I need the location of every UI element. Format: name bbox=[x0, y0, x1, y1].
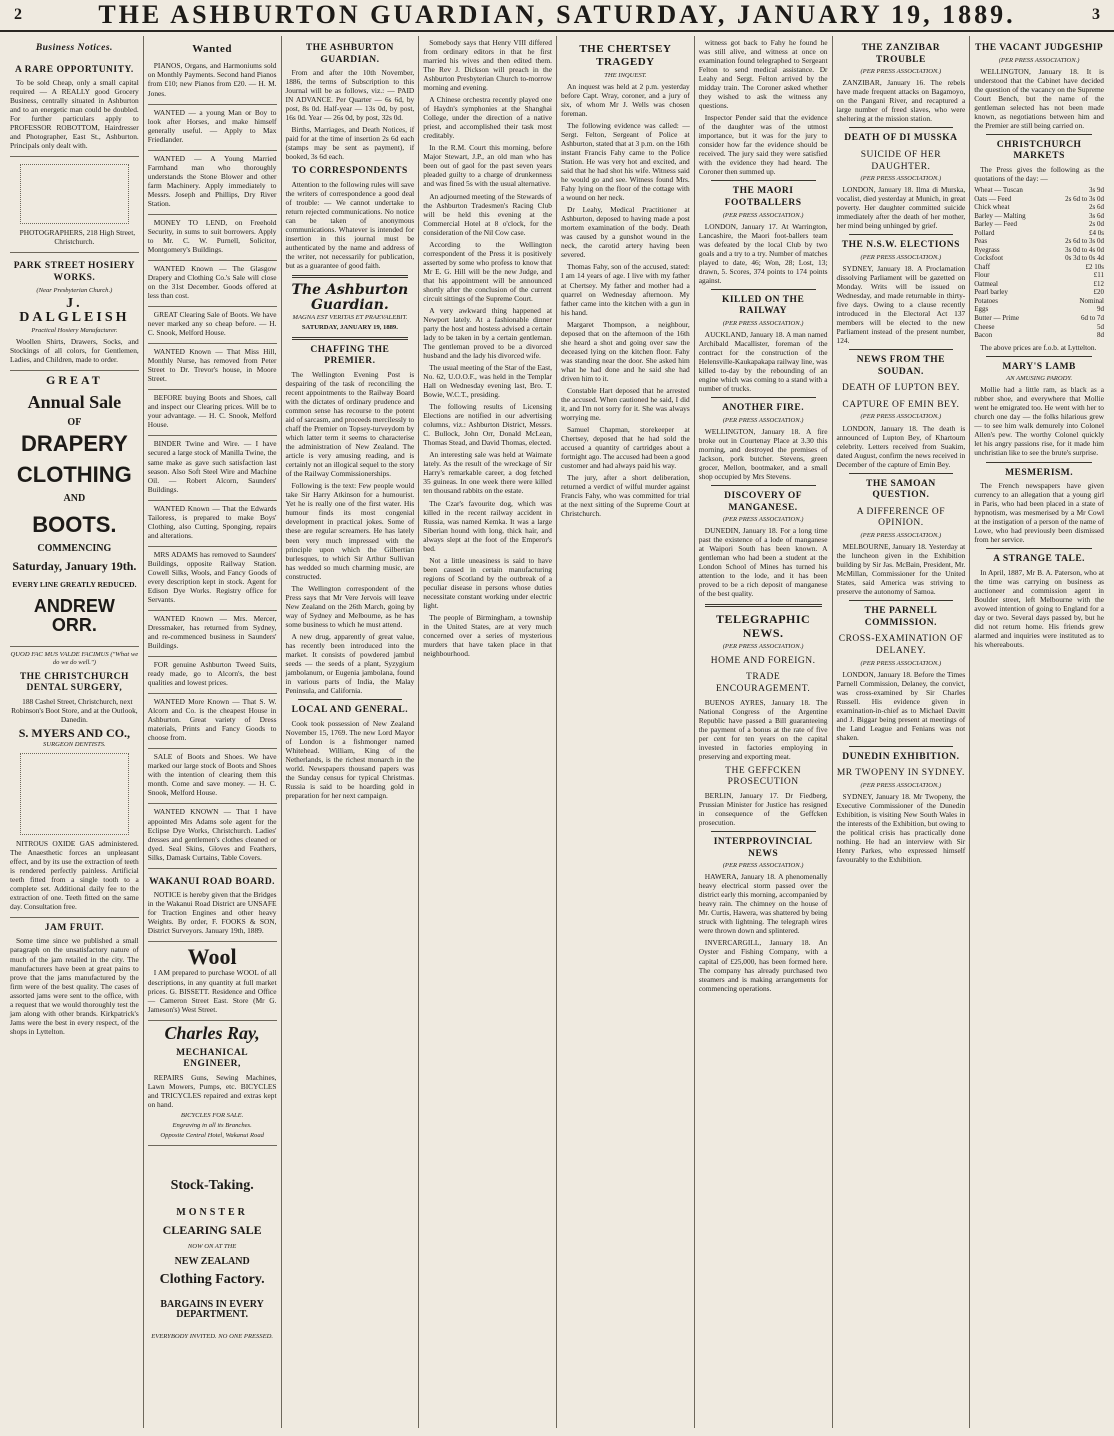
wanted-ad bbox=[148, 58, 277, 104]
samoan-press: (PER PRESS ASSOCIATION.) bbox=[860, 531, 942, 539]
dental-portrait-illustration bbox=[20, 753, 129, 835]
dental-body: NITROUS OXIDE GAS administered. The Anaesthetic forces an unpleasant effect, and by its use the extraction of teeth is rendered perfectly painless. Artificial teeth fitted from a single tooth to a complete set. Additional daily fee to the extraction of one. Teeth fitted on the same day. Consultation free. bbox=[10, 838, 139, 911]
article-body-4: A new drug, apparently of great value, has recently been introduced into the market. It consists of powdered jambul seeds — the seeds of a plant, Syzygium jambolanum, or Eugenia jambolana, found in various parts of India, the Malay Peninsula, and California. bbox=[285, 631, 415, 696]
market-item: Bacon bbox=[974, 331, 993, 340]
article-body: The Wellington Evening Post is despairing of the task of reconciling the recent appointments to the Railway Board with the dictates of ordinary prudence and common sense has recourse to the potent aid of sarcasm, and proceeds mercilessly to chaff the Premier on Topsey-turveydom by which latter term it seems to characterise the administration of New Zealand. The article is very amusing reading, and is certainly not an illogical sequel to the story of the Railway Commissionerships. bbox=[285, 369, 415, 479]
news-item: Somebody says that Henry VIII differed from ordinary editors in that he first married his wives and then edited them. The Rev J. Dickson will preach in the Ashburton Presbyterian Church to-morrow morning and evening. bbox=[423, 38, 552, 93]
market-row bbox=[974, 280, 1104, 289]
hosiery-subheading: (Near Presbyterian Church.) bbox=[36, 286, 113, 294]
market-price: 3s 6d bbox=[1089, 211, 1104, 220]
fire-heading: ANOTHER FIRE. bbox=[722, 403, 805, 414]
wanted-ad-text: WANTED More Known — That S. W. Alcorn and Co. is the cheapest House in Ashburton. Great variety of Dress materials, Prints and Fancy Goods to choose from. bbox=[147, 697, 277, 743]
engineer-bicycles: BICYCLES FOR SALE. bbox=[180, 1111, 244, 1119]
road-board-body: NOTICE is hereby given that the Bridges in the Wakanui Road District are UNSAFE for Traction Engines and other heavy Weights. By order, F. FOOKS & SON, District Surveyors. January 19th, 1889. bbox=[147, 890, 277, 936]
market-item: Peas bbox=[974, 237, 988, 246]
fire-body: WELLINGTON, January 18. A fire broke out in Courtenay Place at 3.30 this morning, and destroyed the premises of Jackson, pork butcher. Stevens, green grocer, Mellon, bootmaker, and a small shop occupied by Mrs Stevens. bbox=[698, 426, 828, 482]
wanted-ad-text: WANTED Known — That the Edwards Tailoress, is prepared to make Boys' Clothing, also Cutting, Sponging, repairs and alterations. bbox=[147, 503, 277, 540]
market-price: 9d bbox=[1097, 305, 1104, 314]
footballers-subheading: (PER PRESS ASSOCIATION.) bbox=[722, 211, 804, 219]
divider bbox=[705, 604, 822, 607]
soudan-subheading: (PER PRESS ASSOCIATION.) bbox=[860, 413, 942, 421]
divider bbox=[849, 234, 954, 235]
stocktaking-nz: NEW ZEALAND bbox=[174, 1255, 250, 1267]
divider bbox=[711, 397, 816, 398]
wanted-ad bbox=[148, 657, 277, 694]
market-price: £20 bbox=[1093, 288, 1104, 297]
wanted-ad-text: WANTED Known — Mrs. Mercer, Dressmaker, has returned from Sydney, and re-commenced business in Saunders' Buildings. bbox=[147, 613, 277, 651]
dunedin-body: SYDNEY, January 18. Mr Twopeny, the Executive Commissioner of the Dunedin Exhibition, is visiting New South Wales in the interests of the Exhibition, but owing to the political crisis has practically done nothing. He had an interview with Sir Henry Parkes, who expressed himself favourably to the Exhibition. bbox=[836, 791, 966, 865]
market-price: 5d bbox=[1097, 322, 1104, 331]
masthead bbox=[0, 0, 1114, 32]
sale-great: GREAT bbox=[45, 373, 103, 388]
article-heading: CHAFFING THE PREMIER. bbox=[310, 344, 390, 367]
jam-body: Some time since we published a small paragraph on the unsatisfactory nature of much of the jam retailed in the city. The manufacturers have been at great pains to prove that the jams manufactured by the firm were of the best quality. The cases of assorted jams were sent to the office, with a request that we would thoroughly test the jam along with other brands. Kirkpatrick's Jams were the best in every respect, of the shops in Lyttelton. bbox=[10, 936, 139, 1036]
nsw-subheading: (PER PRESS ASSOCIATION.) bbox=[860, 253, 942, 261]
divider bbox=[986, 134, 1092, 135]
musska-press: (PER PRESS ASSOCIATION.) bbox=[860, 175, 942, 183]
tragedy-continued: witness got back to Fahy he found he was still alive, and witness at once on examination found telegraphed to Sergeant Felton to send medical assistance. Dr Leahy and Sergt. Felton arrived by the midday train. The Coroner asked whether they wished to ask the witness any questions. bbox=[698, 38, 828, 111]
wanted-ad bbox=[148, 390, 277, 436]
market-item: Cocksfoot bbox=[974, 254, 1004, 263]
stocktaking-bargains: BARGAINS IN EVERY DEPARTMENT. bbox=[160, 1298, 264, 1321]
emin-heading: CAPTURE OF EMIN BEY. bbox=[842, 399, 960, 410]
markets-table bbox=[974, 186, 1104, 340]
dental-ad bbox=[10, 647, 139, 918]
market-row bbox=[974, 220, 1104, 229]
market-item: Oats — Feed bbox=[974, 194, 1012, 203]
engineer-address: Opposite Central Hotel, Wakanui Road bbox=[160, 1131, 264, 1139]
markets-heading: CHRISTCHURCH MARKETS bbox=[996, 139, 1082, 162]
soudan-heading: NEWS FROM THE SOUDAN. bbox=[856, 355, 945, 377]
lamb-body: Mollie had a little ram, as black as a rubber shoe, and everywhere that Mollie went he emigrated too. He went with her to church one day — the folks hilarious grew — to see him walk demurely into Colonel Allen's pew. The worthy Colonel quickly let his angry passions rise, for it made him unchristian like to see the brute's surprise. bbox=[974, 385, 1104, 458]
dunedin-heading: DUNEDIN EXHIBITION. bbox=[842, 751, 960, 762]
samoan-body: MELBOURNE, January 18. Yesterday at the luncheon given in the Exhibition building by Sir Jas. McBain, President, Mr. McMillan, Commissioner for the United States, said America was striving to preserve the autonomy of Samoa. bbox=[836, 542, 966, 597]
wanted-ad-text: MONEY TO LEND, on Freehold Security, in sums to suit borrowers. Apply to Mr. C. W. Purnell, Solicitor, Montgomery's Buildings. bbox=[147, 217, 277, 254]
market-item: Pollard bbox=[974, 228, 995, 237]
sale-drapery: DRAPERY bbox=[20, 431, 128, 457]
manganese-subheading: (PER PRESS ASSOCIATION.) bbox=[722, 516, 804, 524]
mesmerism-heading: MESMERISM. bbox=[1005, 467, 1074, 478]
sale-annual: Annual Sale bbox=[27, 391, 122, 412]
photographer-body: PHOTOGRAPHERS, 218 High Street, Christchurch. bbox=[19, 228, 136, 247]
trade-heading: TRADE ENCOURAGEMENT. bbox=[716, 672, 811, 694]
news-item: The following results of Licensing Elections are notified in our advertising columns, viz.: Ashburton District, Messrs. C. Bullock, John Orr, Donald McLean, Thomas Stead, and David Thomas, elected. bbox=[423, 402, 552, 448]
engineer-ad bbox=[148, 1021, 277, 1146]
sale-and: AND bbox=[63, 493, 86, 505]
opportunity-body: To be sold Cheap, only a small capital required — A REALLY good Grocery Business, centrally situated in Ashburton and to an energetic man could be doubled. For further particulars apply to PROFESSOR ROBOTTOM, Hairdresser and Photographer, East St., Ashburton. Principals only dealt with. bbox=[10, 78, 139, 151]
stocktaking-invited: EVERYBODY INVITED. NO ONE PRESSED. bbox=[151, 1332, 274, 1340]
tragedy-subheading: THE INQUEST. bbox=[604, 71, 647, 79]
divider bbox=[711, 485, 816, 486]
dental-address: 188 Cashel Street, Christchurch, next Robinson's Boot Store, and at the Outlook, Danedin. bbox=[11, 696, 138, 724]
manganese-body: DUNEDIN, January 18. For a long time past the existence of a lode of manganese at Waipori South has been known. A gentleman who had been a student at the London School of Mines has turned his attention to the lode, and it has been proved to be a rich deposit of manganese of the best quality. bbox=[698, 526, 828, 599]
railway-subheading: (PER PRESS ASSOCIATION.) bbox=[722, 320, 804, 328]
news-item: The usual meeting of the Star of the East, No. 62, U.O.O.F., was held in the Templar Hall on Wednesday evening last, Bro. T. Bowie, W.C.T., presiding. bbox=[423, 363, 552, 400]
wool-body: I AM prepared to purchase WOOL of all descriptions, in any quantity at full market prices. G. BISSETT. Residence and Office — Cameron Street East. Store (Mr G. Jameson's) West Street. bbox=[147, 968, 277, 1014]
market-item: Potatoes bbox=[974, 296, 998, 305]
divider bbox=[711, 180, 816, 181]
parnell-body: LONDON, January 18. Before the Times Parnell Commission, Delaney, the convict, was cross-examined by Sir Charles Russell. His evidence given in examination-in-chief as to Michael Davitt and J. Biggar being present at meetings of the Land League and Fenians was not shaken. bbox=[836, 669, 966, 742]
wanted-ad bbox=[148, 344, 277, 390]
tale-body: In April, 1887, Mr B. A. Paterson, who at the time was carrying on business as auctioneer and commission agent in Boulder street, left Melbourne with the avowed intention of going to England for a day or two. Several days passed by, but he did not return home. His friends grew alarmed and inquiries were instituted as to his whereabouts. bbox=[974, 567, 1104, 650]
market-item: Flour bbox=[974, 271, 990, 280]
market-row bbox=[974, 195, 1104, 204]
market-row bbox=[974, 212, 1104, 221]
wanted-ad bbox=[148, 307, 277, 344]
divider bbox=[849, 473, 954, 474]
dental-heading: THE CHRISTCHURCH DENTAL SURGERY, bbox=[19, 671, 129, 694]
market-row bbox=[974, 314, 1104, 323]
divider bbox=[292, 275, 409, 278]
divider bbox=[711, 289, 816, 290]
market-price: 2s 6d to 3s 0d bbox=[1065, 194, 1104, 203]
opportunity-heading: A RARE OPPORTUNITY. bbox=[14, 64, 134, 75]
paper-motto: MAGNA EST VERITAS ET PRAEVALEBIT. bbox=[292, 313, 408, 321]
market-price: 2s 6d to 3s 0d bbox=[1065, 237, 1104, 246]
article-body-2: Following is the text: Few people would take Sir Harry Atkinson for a humourist. Yet he is really one of the first water. His humour finds its most congenial development in practical jokes. Some of these are regular screamers. He has lately been very much impressed with the principle upon which the Gilbertian burlesques, to which Sir Arthur Sullivan has wedded so much charming music, are constructed. bbox=[285, 481, 415, 581]
samoan-subheading: A DIFFERENCE OF OPINION. bbox=[856, 506, 945, 529]
stocktaking-ad bbox=[148, 1146, 277, 1346]
wanted-heading: Wanted bbox=[192, 43, 232, 55]
sale-of: OF bbox=[67, 416, 82, 428]
masthead-title: THE ASHBURTON GUARDIAN, SATURDAY, JANUARY 19, 1889. bbox=[98, 0, 1016, 29]
column-1 bbox=[6, 36, 144, 1428]
divider bbox=[849, 746, 954, 747]
market-row bbox=[974, 263, 1104, 272]
stocktaking-heading: Stock-Taking. bbox=[170, 1177, 254, 1193]
column-2 bbox=[144, 36, 282, 1428]
market-row bbox=[974, 229, 1104, 238]
sale-date: Saturday, January 19th. bbox=[12, 559, 137, 574]
market-item: Barley — Feed bbox=[974, 220, 1018, 229]
wanted-ad bbox=[148, 436, 277, 500]
interprovincial-subheading: (PER PRESS ASSOCIATION.) bbox=[722, 862, 804, 870]
wanted-ad bbox=[148, 261, 277, 307]
divider bbox=[986, 548, 1092, 549]
tale-heading: A STRANGE TALE. bbox=[993, 554, 1086, 565]
zanzibar-body: ZANZIBAR, January 16. The rebels have made frequent attacks on Bagamoyo, on the Pangani River, and recaptured a large number of freed slaves, who were sheltering at the mission station. bbox=[836, 78, 966, 124]
divider bbox=[849, 600, 954, 601]
tragedy-heading: THE CHERTSEY TRAGEDY bbox=[579, 43, 672, 69]
engineer-name: Charles Ray, bbox=[164, 1022, 260, 1043]
wanted-ad-text: WANTED — a young Man or Boy to look after Horses, and make himself generally useful. — Apply to Max Friedlander. bbox=[147, 107, 277, 144]
market-row bbox=[974, 297, 1104, 306]
wanted-ad bbox=[148, 611, 277, 657]
nsw-body: SYDNEY, January 18. A Proclamation dissolving Parliament will be gazetted on Monday. Writs will be issued on Wednesday, and made returnable in thirty-five days. Owing to a clause recently introduced in the Electoral Act 137 members will be elected to the new Parliament instead of the present number, 124. bbox=[836, 263, 966, 346]
dunedin-subheading: MR TWOPENY IN SYDNEY. bbox=[836, 768, 965, 779]
hosiery-heading: PARK STREET HOSIERY WORKS. bbox=[13, 261, 135, 284]
sale-reduced: EVERY LINE GREATLY REDUCED. bbox=[12, 580, 137, 590]
soudan-body: LONDON, January 18. The death is announced of Lupton Bey, of Khartoum celebrity. Letters received from Suakim, dated August, confirm the news received in December of the capture of Emin Bey. bbox=[836, 423, 966, 469]
geffcken-body: BERLIN, January 17. Dr Fiedberg, Prussian Minister for Justice has resigned in consequence of the Geffcken prosecution. bbox=[698, 790, 828, 827]
correspondents-heading: TO CORRESPONDENTS bbox=[291, 166, 408, 177]
divider bbox=[986, 356, 1092, 357]
photographer-signature-illustration bbox=[20, 164, 129, 224]
opportunity-ad bbox=[10, 57, 139, 158]
engineer-body: REPAIRS Guns, Sewing Machines, Lawn Mowers, Pumps, etc. BICYCLES and TRICYCLES repaired and extras kept on hand. bbox=[147, 1072, 277, 1109]
judgeship-subheading: (PER PRESS ASSOCIATION.) bbox=[998, 56, 1080, 64]
zanzibar-heading: THE ZANZIBAR TROUBLE bbox=[861, 43, 941, 65]
musska-subheading: SUICIDE OF HER DAUGHTER. bbox=[860, 149, 942, 172]
drapery-sale-ad bbox=[10, 371, 139, 647]
markets-note: The above prices are f.o.b. at Lyttelton. bbox=[980, 342, 1097, 352]
sale-name: ANDREW ORR. bbox=[33, 595, 115, 635]
market-price: 3s 9d bbox=[1089, 186, 1104, 195]
wanted-ad bbox=[148, 501, 277, 547]
columns bbox=[6, 36, 1108, 1428]
tragedy-continued: Inspector Pender said that the evidence of the daughter was of the utmost importance, but it was for the jury to consider how far the evidence should be received. The jury said they were satisfied with the evidence they had heard. The Coroner then summed up. bbox=[698, 113, 828, 177]
wanted-ad bbox=[148, 151, 277, 215]
divider bbox=[986, 462, 1092, 463]
market-item: Butter — Prime bbox=[974, 314, 1019, 323]
page-number-left: 2 bbox=[14, 6, 22, 23]
dental-name: S. MYERS AND CO., bbox=[18, 725, 131, 740]
engineer-trade: MECHANICAL ENGINEER, bbox=[176, 1047, 249, 1070]
market-row bbox=[974, 288, 1104, 297]
road-board-heading: WAKANUI ROAD BOARD. bbox=[149, 876, 276, 887]
wanted-ad-text: SALE of Boots and Shoes. We have marked our large stock of Boots and Shoes with the intention of clearing them this month. Come and save money. — H. C. Snook, Melford House. bbox=[147, 752, 277, 798]
wanted-ad-text: FOR genuine Ashburton Tweed Suits, ready made, go to Alcorn's, the best qualities and lowest prices. bbox=[147, 660, 277, 688]
wanted-ad bbox=[148, 215, 277, 261]
article-body-3: The Wellington correspondent of the Press says that Mr Vere Jervois will leave New Zealand on the 26th March, going by way of Sydney and Melbourne, as he has some business to which he must attend. bbox=[285, 583, 415, 629]
correspondents-body: Attention to the following rules will save the writers of correspondence a good deal of trouble: — We cannot undertake to return rejected communications. No notice can be taken of anonymous communications. Whatever is intended for insertion in this journal must be authenticated by the name and address of the writer, not necessarily for publication, but as a guarantee of good faith. bbox=[285, 180, 415, 271]
tragedy-body: Thomas Fahy, son of the accused, stated: I am 14 years of age. I live with my father at Chertsey. My father and mother had a quarrel on Wednesday afternoon. My father came into the kitchen with a gun in his hand. bbox=[561, 262, 690, 317]
column-6 bbox=[695, 36, 833, 1428]
column-3 bbox=[282, 36, 420, 1428]
stocktaking-clearing: CLEARING SALE bbox=[162, 1223, 262, 1238]
hosiery-name: J. DALGLEISH bbox=[19, 295, 130, 326]
divider bbox=[849, 349, 954, 350]
news-item: An interesting sale was held at Waimate lately. As the result of the wreckage of Sir Harry's remarkable career, a dog fetched 35 guineas. In one week there were killed ten thousand rabbits on the estate. bbox=[423, 450, 552, 496]
column-8 bbox=[970, 36, 1108, 1428]
mesmerism-body: The French newspapers have given currency to an allegation that a young girl in Paris, who had been placed in a state of hypnotism, was mesmerised by a Mr Cowl at the instigation of a person of the name of Lowe, who had previously been dismissed from her service. bbox=[974, 481, 1104, 545]
home-foreign-heading: HOME AND FOREIGN. bbox=[710, 655, 816, 666]
trade-body: BUENOS AYRES, January 18. The National Congress of the Argentine Republic have passed a Bill guaranteeing the payment of a bonus at the rate of five per cent for ten years on the capital invested in factories employing in preserving and exporting meat. bbox=[698, 697, 828, 761]
market-price: 6d to 7d bbox=[1081, 314, 1104, 323]
tragedy-body: The jury, after a short deliberation, returned a verdict of wilful murder against Francis Fahy, who was committed for trial at the next sitting of the Supreme Court at Christchurch. bbox=[561, 473, 690, 519]
dental-trade: SURGEON DENTISTS. bbox=[43, 740, 106, 748]
wool-ad bbox=[148, 942, 277, 1020]
tragedy-body: Samuel Chapman, storekeeper at Chertsey, deposed that he had sold the accused a quantity of cartridges about a fortnight ago. The accused had been a good customer and had always paid his way. bbox=[561, 424, 690, 471]
musska-body: LONDON, January 18. Ilma di Murska, vocalist, died yesterday at Munich, in great poverty. Her daughter committed suicide immediately after the death of her mother, her mind being unhinged by grief. bbox=[836, 185, 966, 231]
page-number-right: 3 bbox=[1092, 6, 1100, 23]
divider bbox=[298, 699, 403, 700]
market-row bbox=[974, 323, 1104, 332]
hosiery-body: Woollen Shirts, Drawers, Socks, and Stockings of all colors, for Gentlemen, Ladies, and Children, made to order. bbox=[10, 337, 139, 365]
wanted-ad bbox=[148, 547, 277, 611]
wanted-ad-text: BEFORE buying Boots and Shoes, call and inspect our Clearing prices. Will be to your advantage. — H. C. Snook, Melford House. bbox=[147, 393, 277, 430]
samoan-heading: THE SAMOAN QUESTION. bbox=[866, 478, 936, 501]
judgeship-body: WELLINGTON, January 18. It is understood that the Cabinet have decided the question of the vacancy on the Supreme Court Bench, but the name of the gentleman selected has not been made known, as negotiations between him and the Premier are still being carried on. bbox=[974, 66, 1104, 130]
wanted-ad bbox=[148, 105, 277, 151]
market-item: Cheese bbox=[974, 322, 995, 331]
market-price: Nominal bbox=[1079, 296, 1104, 305]
tragedy-body: Margaret Thompson, a neighbour, deposed that on the afternoon of the 16th she heard a shot and going over saw the deceased lying on the kitchen floor. Fahy was standing near the door. She asked him what he had done and he said she had driven him to it. bbox=[561, 319, 690, 383]
market-row bbox=[974, 246, 1104, 255]
hosiery-trade: Practical Hosiery Manufacturer. bbox=[31, 327, 118, 335]
news-item: In the R.M. Court this morning, before Major Stewart, J.P., an old man who has been out of gaol for the past seven years pleaded guilty to a charge of drunkenness and was fined 5s with the usual alternative. bbox=[423, 143, 552, 189]
terms-body: From and after the 10th November, 1886, the terms of Subscription to this Journal will be as follows, viz.: — PAID IN ADVANCE. Per Quarter — 6s 6d, by post, 8s 0d. Half-year — 13s 0d, by post, 16s 0d. Year — 26s 0d, by post, 32s 0d. bbox=[285, 68, 415, 123]
terms-body-2: Births, Marriages, and Death Notices, if paid for at the time of insertion 2s 6d each (stamps may be sent as payment), if booked, 3s 6d each. bbox=[285, 125, 415, 162]
market-item: Wheat — Tuscan bbox=[974, 186, 1023, 195]
sale-clothing: CLOTHING bbox=[16, 462, 132, 488]
nsw-heading: THE N.S.W. ELECTIONS bbox=[841, 240, 960, 251]
stocktaking-factory: Clothing Factory. bbox=[159, 1272, 265, 1288]
market-item: Oatmeal bbox=[974, 279, 998, 288]
wanted-ad-text: WANTED KNOWN — That I have appointed Mrs Adams sole agent for the Eclipse Dye Works, Christchurch. Ladies' dresses and gentlemen's clothes cleaned or dyed. Seal Skins, Gloves and Feathers, Silks, Damask Curtains, Table Covers. bbox=[147, 807, 277, 862]
wanted-ad-text: GREAT Clearing Sale of Boots. We have never marked any so cheap before. — H. C. Snook, Melford House. bbox=[147, 310, 277, 338]
wanted-ad-text: BINDER Twine and Wire. — I have secured a large stock of Manilla Twine, the same make as gave such satisfaction last season. Also Soft Steel Wire and Machine Oil. — Robert Alcorn, Saunders' Buildings. bbox=[147, 439, 277, 494]
parnell-subheading: CROSS-EXAMINATION OF DELANEY. bbox=[838, 634, 964, 656]
interprovincial-body: HAWERA, January 18. A phenomenally heavy electrical storm passed over the district early this morning, accompanied by heavy rain. The chimney on the house of Mr. Curtis, Hawera, was shattered by being struck with lightning. The telegraph wires were thrown down and splintered. bbox=[698, 872, 828, 936]
market-price: £4 0s bbox=[1089, 228, 1104, 237]
divider bbox=[292, 337, 409, 340]
local-body: Cook took possession of New Zealand November 15, 1769. The new Lord Mayor of London is a fishmonger named Whitehead. William, King of the Netherlands, is the richest monarch in the world. Newspapers thousand papers was the Sunday census for typical Christmas. Russia is said to be hoarding gold in preparation for her next campaign. bbox=[285, 718, 415, 800]
column-4 bbox=[419, 36, 557, 1428]
market-price: 3s 0d to 4s 0d bbox=[1065, 245, 1104, 254]
wanted-ad-text: MRS ADAMS has removed to Saunders' Buildings, opposite Railway Station. Cowell Silks, Wools, and Fancy Goods of every description kept in stock. Agent for Edison Dye Works. Registry office for Servants. bbox=[147, 549, 277, 604]
divider bbox=[711, 831, 816, 832]
market-price: 2s 6d bbox=[1089, 203, 1104, 212]
photographer-ad bbox=[10, 157, 139, 253]
market-price: 8d bbox=[1097, 331, 1104, 340]
market-price: £11 bbox=[1093, 271, 1104, 280]
business-notices-heading: Business Notices. bbox=[35, 43, 113, 53]
market-price: £12 bbox=[1093, 279, 1104, 288]
market-item: Chaff bbox=[974, 262, 991, 271]
musska-heading: DEATH OF DI MUSSKA bbox=[844, 133, 958, 144]
parnell-press: (PER PRESS ASSOCIATION.) bbox=[860, 659, 942, 667]
news-item: A Chinese orchestra recently played one of Haydn's symphonies at the Shanghai College, under the direction of a native priest, and accomplished their task most creditably. bbox=[423, 95, 552, 141]
market-row bbox=[974, 203, 1104, 212]
market-row bbox=[974, 331, 1104, 340]
interprovincial-body-2: INVERCARGILL, January 18. An Oyster and Fishing Company, with a capital of £25,000, has been formed here. The company has already purchased two steamers and is making arrangements for commencing operations. bbox=[698, 938, 828, 993]
tragedy-body: An inquest was held at 2 p.m. yesterday before Capt. Wray, coroner, and a jury of six, of whom Mr J. Wells was chosen foreman. bbox=[561, 81, 690, 118]
divider bbox=[849, 127, 954, 128]
lupton-heading: DEATH OF LUPTON BEY. bbox=[841, 383, 960, 394]
column-5 bbox=[557, 36, 695, 1428]
hosiery-ad bbox=[10, 253, 139, 371]
wanted-ad bbox=[148, 749, 277, 804]
local-heading: LOCAL AND GENERAL. bbox=[291, 705, 409, 716]
footballers-body: LONDON, January 17. At Warrington, Lancashire, the Maori foot-ballers team was defeated by the local Club by two goals and a try to a try. Number of matches played to date, 46; Won, 28; Lost, 13; drawn, 5. Scores, 374 points to 174 points against. bbox=[698, 221, 828, 285]
telegraphic-heading: TELEGRAPHIC NEWS. bbox=[716, 611, 811, 641]
wanted-ad bbox=[148, 804, 277, 868]
market-row bbox=[974, 254, 1104, 263]
fire-subheading: (PER PRESS ASSOCIATION.) bbox=[722, 416, 804, 424]
market-price: 0s 3d to 0s 4d bbox=[1065, 254, 1104, 263]
railway-body: AUCKLAND, January 18. A man named Archibald Macallister, foreman of the contract for the construction of the Helensville-Kaukapakapa railway line, was killed to-day by the rebounding of an engine which was coming to a stand with a number of trucks. bbox=[698, 330, 828, 394]
wool-heading: Wool bbox=[187, 944, 237, 970]
road-board-ad bbox=[148, 869, 277, 943]
sale-boots: BOOTS. bbox=[32, 511, 117, 537]
column-7 bbox=[833, 36, 971, 1428]
zanzibar-subheading: (PER PRESS ASSOCIATION.) bbox=[860, 68, 942, 76]
news-item: A very awkward thing happened at Newport lately. At a fashionable dinner party the host and hostess advised a certain lady to be taken in by a certain gentleman. The gentleman proved to be a divorced husband and the lady his divorced wife. bbox=[423, 305, 552, 361]
telegraphic-subheading: (PER PRESS ASSOCIATION.) bbox=[722, 642, 804, 650]
paper-date: SATURDAY, JANUARY 19, 1889. bbox=[301, 323, 398, 331]
judgeship-heading: THE VACANT JUDGESHIP bbox=[974, 43, 1104, 53]
stocktaking-now-on: NOW ON AT THE bbox=[187, 1242, 237, 1250]
wanted-ad-text: WANTED Known — The Glasgow Drapery and Clothing Co.'s Sale will close on the 31st December. Goods offered at less than cost. bbox=[147, 263, 277, 301]
market-item: Chick wheat bbox=[974, 203, 1010, 212]
dental-motto: QUOD FAC MUS VALDE FACIMUS ("What we do we do well.") bbox=[10, 650, 139, 666]
news-item: Not a little uneasiness is said to have been caused in certain manufacturing regions of Scotland by the outbreak of a peculiar disease in persons whose duties necessitate constant working under electric light. bbox=[423, 555, 552, 610]
tragedy-body: Constable Hart deposed that he arrested the accused. When cautioned he said, I did it, and I'm not sorry for it. She was always worrying me. bbox=[561, 385, 690, 422]
market-item: Barley — Malting bbox=[974, 211, 1026, 220]
wanted-ad-text: WANTED Known — That Miss Hill, Monthly Nurse, has removed from Peter Street to Dr. Trevor's house, in Moore Street. bbox=[147, 347, 277, 384]
wanted-ad bbox=[148, 694, 277, 749]
market-price: £2 10s bbox=[1085, 262, 1104, 271]
market-row bbox=[974, 186, 1104, 195]
market-price: 2s 0d bbox=[1089, 220, 1104, 229]
terms-heading: THE ASHBURTON GUARDIAN. bbox=[305, 43, 394, 65]
tragedy-body: Dr Leahy, Medical Practitioner at Ashburton, deposed to having made a post mortem examination of the body. Death was caused by a gunshot wound in the neck, the carotid artery having been severed. bbox=[561, 205, 690, 260]
lamb-heading: MARY'S LAMB bbox=[1002, 361, 1076, 372]
news-item: According to the Wellington correspondent of the Press it is positively asserted by some who profess to know that Mr E. G. Hill will be the new Judge, and that his appointment will be announced shortly after the conclusion of the current circuit sittings of the Supreme Court. bbox=[423, 239, 552, 303]
market-row bbox=[974, 305, 1104, 314]
geffcken-heading: THE GEFFCKEN PROSECUTION bbox=[725, 765, 802, 788]
stocktaking-monster: MONSTER bbox=[176, 1206, 248, 1218]
tragedy-body: The following evidence was called: — Sergt. Felton, Sergeant of Police at Ashburton, stated that at 3 p.m. on the 16th instant Francis Fahy came to the Police Station. He was very hot and excited, and said that he had shot his wife. Witness said he would go and see. Witness found Mrs. Fahy lying on the floor of the cottage with a wound on her neck. bbox=[561, 120, 690, 203]
market-row bbox=[974, 271, 1104, 280]
dunedin-press: (PER PRESS ASSOCIATION.) bbox=[860, 781, 942, 789]
footballers-heading: THE MAORI FOOTBALLERS bbox=[724, 186, 802, 209]
manganese-heading: DISCOVERY OF MANGANESE. bbox=[724, 491, 803, 513]
railway-heading: KILLED ON THE RAILWAY bbox=[721, 294, 805, 317]
market-row bbox=[974, 237, 1104, 246]
market-item: Ryegrass bbox=[974, 245, 1000, 254]
parnell-heading: THE PARNELL COMMISSION. bbox=[864, 606, 938, 628]
news-item: An adjourned meeting of the Stewards of the Ashburton Tradesmen's Racing Club will be held this evening at the Commercial Hotel at 8 o'clock, for the consideration of the Nil Cow case. bbox=[423, 191, 552, 237]
jam-heading: JAM FRUIT. bbox=[44, 922, 104, 933]
sale-commencing: COMMENCING bbox=[37, 542, 112, 554]
wanted-ad-text: WANTED — A Young Married Farmhand man who thoroughly understands the Stone Blower and other farm Machinery. Apply immediately to Messrs. Joseph and Phillips, Dry River Station. bbox=[147, 153, 277, 208]
news-item: The Czar's favourite dog, which was killed in the recent railway accident in Russia, was named Kemka. It was a large Siberian hound with long, thick hair, and always slept at the foot of the Emperor's bed. bbox=[423, 498, 552, 553]
market-item: Pearl barley bbox=[974, 288, 1008, 297]
lamb-subheading: AN AMUSING PARODY. bbox=[1006, 375, 1073, 383]
news-item: The people of Birmingham, a township in the United States, are at very much concerned over a series of mysterious murders that have taken place in that neighbourhood. bbox=[423, 612, 552, 658]
interprovincial-heading: INTERPROVINCIAL NEWS bbox=[713, 837, 813, 859]
wanted-ad-text: PIANOS, Organs, and Harmoniums sold on Monthly Payments. Second hand Pianos from £10; new Pianos from £20. — H. M. Jones. bbox=[147, 61, 277, 98]
engineer-engraving: Engraving in all its Branches. bbox=[172, 1121, 252, 1129]
markets-intro: The Press gives the following as the quotations of the day: — bbox=[974, 164, 1104, 184]
paper-title: The Ashburton Guardian. bbox=[291, 282, 409, 314]
market-item: Eggs bbox=[974, 305, 989, 314]
